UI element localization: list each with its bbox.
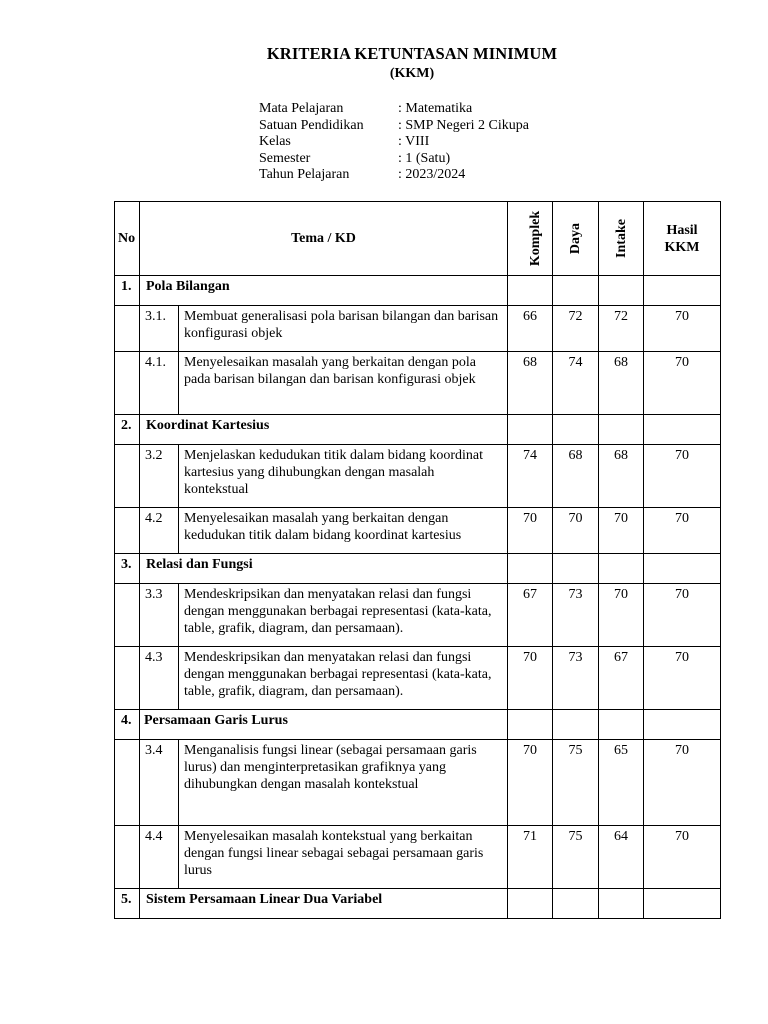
intake-value: 70	[599, 508, 644, 554]
header-no: No	[115, 202, 140, 276]
kkm-value: 70	[644, 826, 721, 889]
komplek-value: 70	[508, 508, 553, 554]
info-row	[259, 101, 529, 118]
kd-row	[115, 826, 721, 889]
kkm-value: 70	[644, 352, 721, 415]
document-subtitle: (KKM)	[389, 66, 435, 81]
komplek-value: 67	[508, 584, 553, 647]
info-block	[259, 101, 529, 184]
theme-name: Sistem Persamaan Linear Dua Variabel	[140, 889, 508, 919]
kd-code: 4.4	[140, 826, 179, 889]
info-value: : Matematika	[398, 101, 473, 116]
header-tema: Tema / KD	[140, 202, 508, 276]
theme-row	[115, 554, 721, 584]
kkm-value: 70	[644, 508, 721, 554]
daya-value: 75	[553, 826, 599, 889]
header-daya: Daya	[553, 202, 599, 276]
info-label: Tahun Pelajaran	[259, 167, 350, 182]
intake-value: 64	[599, 826, 644, 889]
kd-description: Menjelaskan kedudukan titik dalam bidang koordinat kartesius yang dihubungkan dengan masalah kontekstual	[179, 445, 508, 508]
kd-code: 3.2	[140, 445, 179, 508]
kd-row	[115, 306, 721, 352]
kd-code: 3.4	[140, 740, 179, 826]
theme-row	[115, 276, 721, 306]
intake-value: 68	[599, 352, 644, 415]
kkm-value: 70	[644, 306, 721, 352]
info-row	[259, 118, 529, 135]
daya-value: 73	[553, 584, 599, 647]
info-value: : 2023/2024	[398, 167, 466, 182]
komplek-value: 71	[508, 826, 553, 889]
info-value: : SMP Negeri 2 Cikupa	[398, 117, 529, 133]
kd-row	[115, 352, 721, 415]
theme-row	[115, 889, 721, 919]
theme-name: Koordinat Kartesius	[140, 415, 508, 445]
kkm-table	[114, 201, 721, 919]
kkm-value: 70	[644, 647, 721, 710]
komplek-value: 70	[508, 647, 553, 710]
theme-number: 1.	[115, 276, 140, 306]
theme-number: 2.	[115, 415, 140, 445]
intake-value: 72	[599, 306, 644, 352]
daya-value: 70	[553, 508, 599, 554]
info-value: : 1 (Satu)	[398, 150, 451, 166]
kd-row	[115, 584, 721, 647]
theme-name: Pola Bilangan	[140, 276, 508, 306]
kkm-value: 70	[644, 740, 721, 826]
theme-number: 3.	[115, 554, 140, 584]
daya-value: 68	[553, 445, 599, 508]
komplek-value: 74	[508, 445, 553, 508]
komplek-value: 66	[508, 306, 553, 352]
intake-value: 67	[599, 647, 644, 710]
theme-row	[115, 415, 721, 445]
komplek-value: 68	[508, 352, 553, 415]
table-header-row	[115, 202, 721, 276]
header-komplek: Komplek	[508, 202, 553, 276]
daya-value: 74	[553, 352, 599, 415]
kd-description: Mendeskripsikan dan menyatakan relasi dan fungsi dengan menggunakan berbagai representasi (kata-kata, table, grafik, diagram, dan persamaan).	[179, 647, 508, 710]
theme-name: Persamaan Garis Lurus	[140, 710, 508, 740]
document-title: KRITERIA KETUNTASAN MINIMUM	[266, 44, 558, 63]
kd-row	[115, 508, 721, 554]
kd-description: Menganalisis fungsi linear (sebagai persamaan garis lurus) dan menginterpretasikan grafiknya yang dihubungkan dengan masalah kontekstual	[179, 740, 508, 826]
kd-row	[115, 445, 721, 508]
kd-description: Menyelesaikan masalah yang berkaitan dengan kedudukan titik dalam bidang koordinat kartesius	[179, 508, 508, 554]
kd-code: 4.2	[140, 508, 179, 554]
kd-row	[115, 740, 721, 826]
daya-value: 72	[553, 306, 599, 352]
info-row	[259, 134, 529, 151]
kd-description: Menyelesaikan masalah kontekstual yang berkaitan dengan fungsi linear sebagai sebagai persamaan garis lurus	[179, 826, 508, 889]
info-row	[259, 151, 529, 168]
kd-description: Membuat generalisasi pola barisan bilangan dan barisan konfigurasi objek	[179, 306, 508, 352]
info-label: Satuan Pendidikan	[259, 117, 364, 133]
kd-description: Mendeskripsikan dan menyatakan relasi dan fungsi dengan menggunakan berbagai representasi (kata-kata, table, grafik, diagram, dan persamaan).	[179, 584, 508, 647]
info-label: Kelas	[259, 134, 291, 149]
kd-code: 4.3	[140, 647, 179, 710]
header-hasil-kkm: Hasil KKM	[644, 202, 721, 276]
daya-value: 73	[553, 647, 599, 710]
intake-value: 68	[599, 445, 644, 508]
kd-description: Menyelesaikan masalah yang berkaitan dengan pola pada barisan bilangan dan barisan konfigurasi objek	[179, 352, 508, 415]
intake-value: 70	[599, 584, 644, 647]
komplek-value: 70	[508, 740, 553, 826]
info-label: Semester	[259, 150, 311, 166]
header-intake: Intake	[599, 202, 644, 276]
theme-number: 4.	[115, 710, 140, 740]
kd-code: 4.1.	[140, 352, 179, 415]
info-row	[259, 167, 529, 184]
kd-row	[115, 647, 721, 710]
kd-code: 3.3	[140, 584, 179, 647]
daya-value: 75	[553, 740, 599, 826]
kd-code: 3.1.	[140, 306, 179, 352]
kkm-value: 70	[644, 445, 721, 508]
info-label: Mata Pelajaran	[259, 101, 344, 116]
theme-name: Relasi dan Fungsi	[140, 554, 508, 584]
intake-value: 65	[599, 740, 644, 826]
theme-number: 5.	[115, 889, 140, 919]
info-value: : VIII	[398, 134, 430, 149]
kkm-value: 70	[644, 584, 721, 647]
theme-row	[115, 710, 721, 740]
